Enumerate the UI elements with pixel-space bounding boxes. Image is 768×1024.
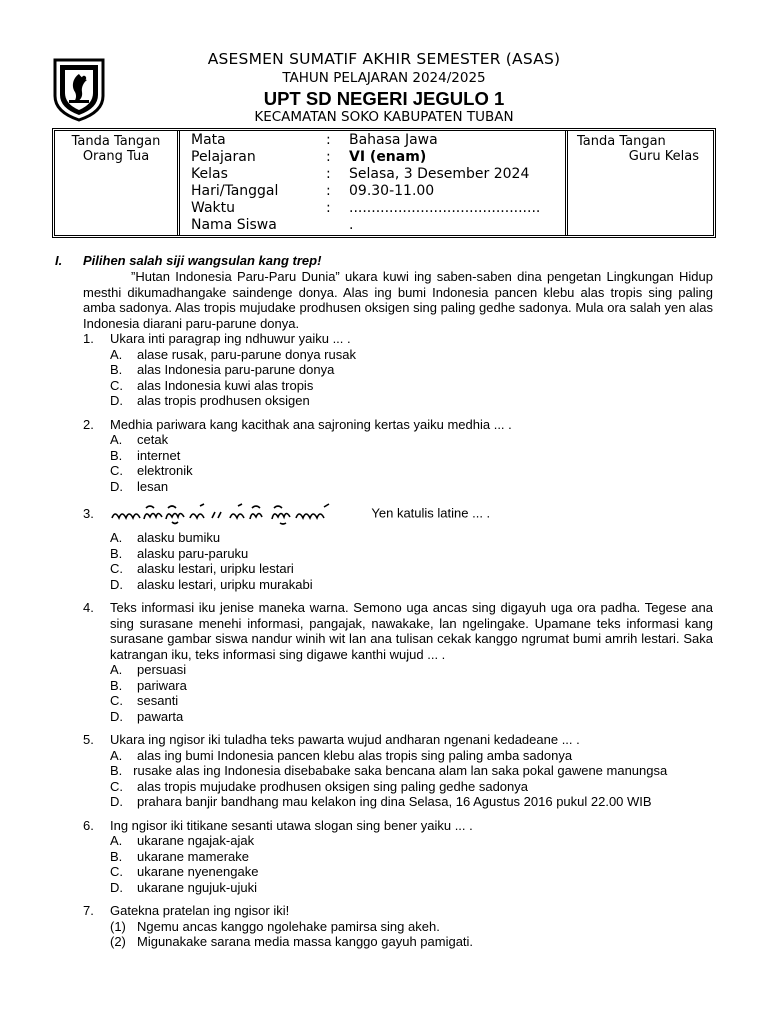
answer-option[interactable] <box>110 763 713 779</box>
option-letter: C. <box>110 693 123 708</box>
question-text: Yen katulis latine ... . <box>371 505 491 521</box>
option-text: persuasi <box>137 662 187 677</box>
district-name: KECAMATAN SOKO KABUPATEN TUBAN <box>254 109 514 125</box>
option-letter: B. <box>110 763 123 778</box>
option-text: alas Indonesia kuwi alas tropis <box>137 377 314 393</box>
option-letter: D. <box>110 708 123 724</box>
question-number: 1. <box>83 331 94 346</box>
identity-value: . <box>349 217 354 233</box>
option-letter: D. <box>110 576 123 592</box>
option-letter: C. <box>110 377 123 393</box>
option-letter: A. <box>110 662 123 677</box>
question-text: Ukara ing ngisor iki tuladha teks pawarta wujud andharan ngenani kedadeane ... . <box>110 732 580 747</box>
answer-option[interactable] <box>110 362 713 378</box>
answer-option[interactable] <box>110 432 713 448</box>
answer-option[interactable] <box>110 561 713 577</box>
identity-colon: : <box>326 183 331 199</box>
option-text: ukarane mamerake <box>137 848 249 864</box>
option-text: pawarta <box>137 708 184 724</box>
identity-label: Pelajaran <box>191 149 256 165</box>
section-heading <box>53 253 713 269</box>
identity-colon: : <box>326 149 331 165</box>
question-number: 6. <box>83 817 94 833</box>
exam-title: ASESMEN SUMATIF AKHIR SEMESTER (ASAS) <box>207 50 561 68</box>
option-letter: A. <box>110 833 123 848</box>
answer-option[interactable] <box>110 709 713 725</box>
identity-label: Nama Siswa <box>191 217 277 233</box>
identity-row <box>183 150 565 167</box>
question <box>83 818 713 834</box>
school-year: TAHUN PELAJARAN 2024/2025 <box>282 70 486 86</box>
option-letter: B. <box>110 545 123 561</box>
identity-value: 09.30-11.00 <box>349 183 435 199</box>
answer-option[interactable] <box>110 880 713 896</box>
identity-label: Kelas <box>191 166 228 182</box>
section-instruction: Pilihen salah siji wangsulan kang trep! <box>83 253 322 268</box>
option-text: elektronik <box>137 463 193 478</box>
identity-row <box>183 218 565 235</box>
answer-option[interactable] <box>110 378 713 394</box>
option-text: prahara banjir bandhang mau kelakon ing dina Selasa, 16 Agustus 2016 pukul 22.00 WIB <box>137 794 652 809</box>
option-letter: A. <box>110 346 123 362</box>
identity-value: ........................................... <box>349 200 541 216</box>
teacher-signature-label-2: Guru Kelas <box>628 149 699 164</box>
identity-label: Waktu <box>191 200 235 216</box>
option-text: alasku lestari, uripku murakabi <box>137 576 313 592</box>
option-letter: C. <box>110 778 123 794</box>
question-number: 4. <box>83 600 94 615</box>
option-text: alas tropis mujudake prodhusen oksigen sing paling gedhe sadonya <box>137 778 528 794</box>
option-text: alasku bumiku <box>137 530 221 545</box>
question <box>83 417 713 433</box>
javanese-script-image <box>110 502 346 526</box>
answer-option[interactable] <box>110 662 713 678</box>
answer-option[interactable] <box>110 448 713 464</box>
identity-value: Bahasa Jawa <box>349 132 438 148</box>
option-letter: D. <box>110 478 123 494</box>
option-text: alas tropis prodhusen oksigen <box>137 393 310 408</box>
answer-option[interactable] <box>110 577 713 593</box>
identity-row <box>183 133 565 150</box>
statement-item <box>110 934 713 950</box>
identity-value: Selasa, 3 Desember 2024 <box>349 166 530 182</box>
option-text: pariwara <box>137 677 187 693</box>
identity-label: Hari/Tanggal <box>191 183 279 199</box>
question <box>83 732 713 748</box>
identity-colon: : <box>326 200 331 216</box>
identity-label: Mata <box>191 132 226 148</box>
option-letter: C. <box>110 864 123 879</box>
question <box>83 903 713 919</box>
exam-content <box>53 253 713 950</box>
statement-number: (1) <box>110 918 126 934</box>
identity-colon: : <box>326 166 331 182</box>
option-text: sesanti <box>137 693 179 708</box>
option-letter: D. <box>110 794 123 809</box>
option-text: alasku lestari, uripku lestari <box>137 561 294 576</box>
statement-number: (2) <box>110 934 126 949</box>
answer-option[interactable] <box>110 693 713 709</box>
option-text: alas ing bumi Indonesia pancen klebu alas tropis sing paling amba sadonya <box>137 747 573 763</box>
option-letter: C. <box>110 463 123 478</box>
option-letter: B. <box>110 362 123 377</box>
section-number: I. <box>55 253 63 268</box>
option-text: rusake alas ing Indonesia disebabake saka bencana alam lan saka pokal gawene manungsa <box>133 763 668 778</box>
passage-text: ”Hutan Indonesia Paru-Paru Dunia” ukara kuwi ing saben-saben dina pengetan Lingkungan Hidup mesthi dikumadhangake saindenge donya. Alas ing bumi Indonesia pancen klebu alas tropis sing paling amba sadonya. Alas tropis mujudake prodhusen oksigen sing paling gedhe sadonya. Mula ora salah yen alas Indonesia diarani paru-parune donya. <box>83 269 713 331</box>
option-letter: D. <box>110 879 123 895</box>
parent-signature-label-1: Tanda Tangan <box>71 134 161 149</box>
answer-option[interactable] <box>110 748 713 764</box>
answer-option[interactable] <box>110 479 713 495</box>
option-text: ukarane ngujuk-ujuki <box>137 879 257 895</box>
option-text: ukarane nyenengake <box>137 864 259 879</box>
identity-value: VI (enam) <box>349 149 427 165</box>
answer-option[interactable] <box>110 779 713 795</box>
question-number: 7. <box>83 903 94 918</box>
answer-option[interactable] <box>110 530 713 546</box>
option-letter: B. <box>110 447 123 463</box>
reading-passage <box>83 269 713 331</box>
answer-option[interactable] <box>110 347 713 363</box>
identity-colon: : <box>326 132 331 148</box>
parent-signature-label-2: Orang Tua <box>82 149 150 164</box>
answer-option[interactable] <box>110 393 713 409</box>
identity-fields <box>183 131 568 235</box>
parent-signature-box <box>55 131 180 235</box>
option-letter: A. <box>110 432 123 447</box>
question <box>83 600 713 662</box>
question <box>83 331 713 347</box>
answer-option[interactable] <box>110 849 713 865</box>
statement-text: Ngemu ancas kanggo ngolehake pamirsa sing akeh. <box>137 918 440 934</box>
option-text: ukarane ngajak-ajak <box>137 833 255 848</box>
statement-item <box>110 919 713 935</box>
question-number: 2. <box>83 416 94 432</box>
answer-option[interactable] <box>110 864 713 880</box>
question <box>83 502 713 530</box>
question-number: 3. <box>83 506 94 521</box>
teacher-signature-label-1: Tanda Tangan <box>577 134 666 149</box>
option-letter: D. <box>110 393 123 408</box>
question-text: Medhia pariwara kang kacithak ana sajroning kertas yaiku medhia ... . <box>110 416 512 432</box>
question-text: Ing ngisor iki titikane sesanti utawa slogan sing bener yaiku ... . <box>110 817 473 833</box>
question-text: Teks informasi iku jenise maneka warna. Semono uga ancas sing digayuh uga ora padha. Tegese ana sing surasane menehi informasi, pangajak, nawakake, lan ngelingake. Upamane teks informasi kang surasane gambar siswa nandur winih wit lan ana tulisan cekak kanggo ngrumat bumi amrih lestari. Saka katrangan iku, teks informasi sing digawe kanthi wujud ... . <box>110 600 713 662</box>
answer-option[interactable] <box>110 678 713 694</box>
option-letter: B. <box>110 848 123 864</box>
option-letter: A. <box>110 530 123 545</box>
option-letter: A. <box>110 747 123 763</box>
question-text: Ukara inti paragrap ing ndhuwur yaiku ... . <box>110 331 351 346</box>
answer-option[interactable] <box>110 833 713 849</box>
school-name: UPT SD NEGERI JEGULO 1 <box>263 88 505 109</box>
option-text: cetak <box>137 432 169 447</box>
option-text: alas Indonesia paru-parune donya <box>137 362 335 377</box>
question-text: Gatekna pratelan ing ngisor iki! <box>110 903 290 918</box>
answer-option[interactable] <box>110 794 713 810</box>
option-letter: B. <box>110 677 123 693</box>
statement-text: Migunakake sarana media massa kanggo gayuh pamigati. <box>137 934 474 949</box>
teacher-signature-box <box>571 131 713 235</box>
answer-option[interactable] <box>110 546 713 562</box>
option-letter: C. <box>110 561 123 576</box>
answer-option[interactable] <box>110 463 713 479</box>
option-text: alase rusak, paru-parune donya rusak <box>137 346 356 362</box>
identity-row <box>183 184 565 201</box>
option-text: lesan <box>137 478 169 494</box>
student-identity-table <box>52 128 716 238</box>
option-text: alasku paru-paruku <box>137 545 249 561</box>
question-number: 5. <box>83 732 94 747</box>
option-text: internet <box>137 447 181 463</box>
identity-row <box>183 201 565 218</box>
identity-row <box>183 167 565 184</box>
